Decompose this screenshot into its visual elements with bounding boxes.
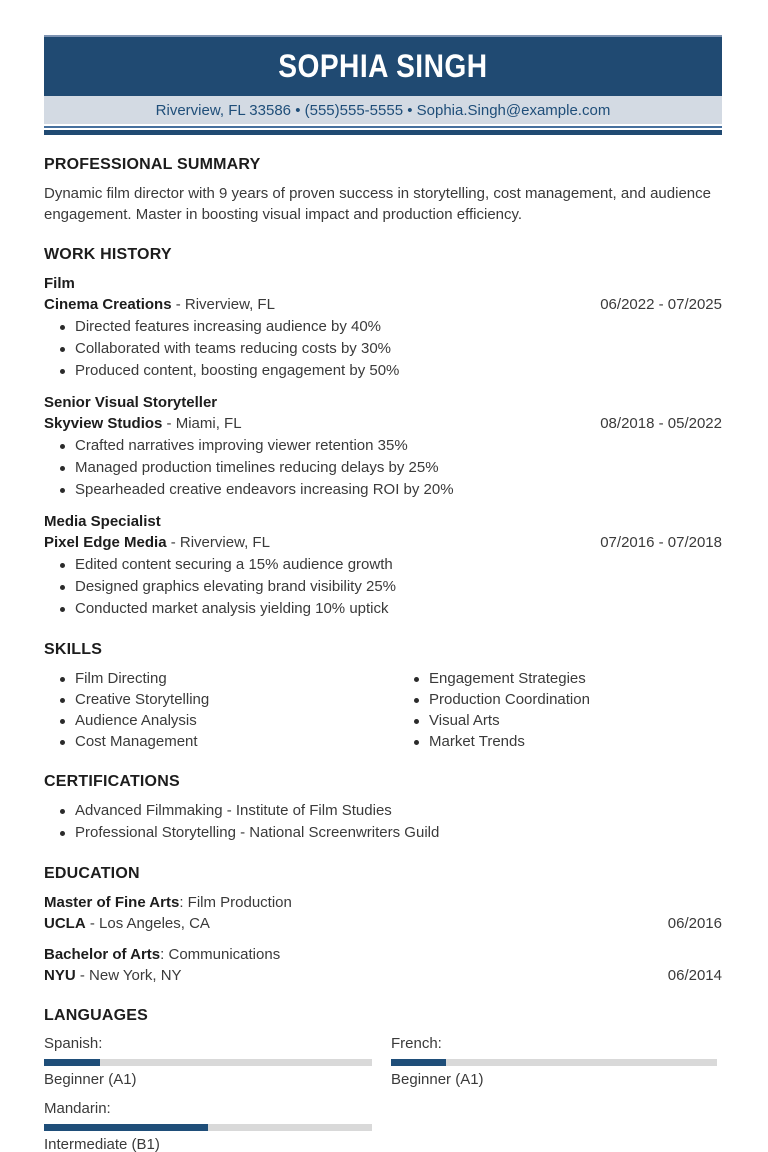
header-divider-thin [44,126,722,128]
education-date: 06/2016 [667,915,722,932]
job-company: Pixel Edge Media [44,534,167,551]
job-bullet: Conducted market analysis yielding 10% uptick [75,598,722,620]
colon-separator: : [179,894,188,911]
language-progress-track [391,1059,717,1066]
job-location: Miami, FL [175,415,242,432]
job-company-line [44,532,722,553]
languages-grid [44,1034,722,1152]
language-name: Spanish: [44,1035,103,1052]
job-company-line [44,413,722,434]
education-field: Communications [168,946,281,963]
education-school-line [44,965,722,986]
job-title: Media Specialist [44,513,161,530]
skills-list-right [398,668,590,752]
contact-separator: • [403,101,417,119]
certifications-list [44,800,722,844]
summary-text: Dynamic film director with 9 years of proven success in storytelling, cost management, and audience engagement. Master in boosting visual impact and production efficiency. [44,185,711,223]
certification-item: Advanced Filmmaking - Institute of Film Studies [75,800,722,822]
contact-separator: • [291,101,305,119]
language-progress-fill [44,1059,100,1066]
language-entry [44,1099,372,1152]
contact-bar [44,96,722,124]
certification-item: Professional Storytelling - National Screenwriters Guild [75,822,722,844]
job-location: Riverview, FL [179,534,270,551]
language-level: Beginner (A1) [44,1071,137,1088]
education-degree: Master of Fine Arts [44,894,180,911]
section-heading-skills: SKILLS [44,641,103,658]
education-location: Los Angeles, CA [99,915,210,932]
job-company: Skyview Studios [44,415,163,432]
language-level: Intermediate (B1) [44,1136,160,1152]
skill-item: Film Directing [75,668,398,689]
job-bullets [44,435,722,501]
dash-separator: - [171,296,185,313]
skill-item: Cost Management [75,731,398,752]
contact-phone: (555)555-5555 [304,101,404,119]
colon-separator: : [160,946,169,963]
section-heading-work-history: WORK HISTORY [44,246,172,263]
job-entry [44,392,722,501]
skill-item: Production Coordination [429,691,590,708]
job-bullet: Collaborated with teams reducing costs by 30% [75,338,722,360]
job-location: Riverview, FL [184,296,275,313]
job-company-line [44,294,722,315]
section-heading-certifications: CERTIFICATIONS [44,773,180,790]
education-location: New York, NY [89,967,182,984]
skill-item: Creative Storytelling [75,689,398,710]
skill-item: Engagement Strategies [429,668,590,689]
job-dates: 06/2022 - 07/2025 [600,296,722,313]
language-progress-track [44,1124,372,1131]
education-entry [44,944,722,986]
job-dates: 08/2018 - 05/2022 [600,415,722,432]
header-divider-thick [44,130,722,135]
language-progress-fill [391,1059,446,1066]
job-entry [44,511,722,620]
dash-separator: - [162,415,176,432]
dash-separator: - [75,967,90,984]
language-progress-fill [44,1124,208,1131]
education-date: 06/2014 [667,967,722,984]
skill-item: Visual Arts [429,710,590,731]
job-bullet: Edited content securing a 15% audience growth [75,554,722,576]
job-bullets [44,316,722,382]
job-title: Film [44,275,75,292]
job-bullet: Spearheaded creative endeavors increasing ROI by 20% [75,479,722,501]
name-banner [44,35,722,96]
candidate-name: SOPHIA SINGH [278,48,488,84]
language-name: French: [391,1035,442,1052]
education-degree: Bachelor of Arts [44,946,161,963]
education-school-line [44,913,722,934]
skills-list-left [44,668,398,752]
language-entry [44,1034,372,1090]
contact-location: Riverview, FL 33586 [155,101,292,119]
education-entry [44,892,722,934]
section-heading-education: EDUCATION [44,865,140,882]
education-degree-line [44,944,722,965]
section-heading-languages: LANGUAGES [44,1007,149,1024]
language-level: Beginner (A1) [391,1071,484,1088]
language-progress-track [44,1059,372,1066]
skills-columns [44,668,722,752]
job-bullet: Managed production timelines reducing delays by 25% [75,457,722,479]
language-name: Mandarin: [44,1100,111,1117]
education-school: NYU [44,967,76,984]
dash-separator: - [166,534,180,551]
job-bullet: Directed features increasing audience by 40% [75,316,722,338]
job-company: Cinema Creations [44,296,172,313]
section-heading-summary: PROFESSIONAL SUMMARY [44,156,261,173]
language-entry [391,1034,717,1090]
job-dates: 07/2016 - 07/2018 [600,534,722,551]
education-field: Film Production [187,894,292,911]
job-bullet: Designed graphics elevating brand visibility 25% [75,576,722,598]
job-bullet: Produced content, boosting engagement by 50% [75,360,722,382]
job-bullet: Crafted narratives improving viewer retention 35% [75,435,722,457]
skill-item: Market Trends [429,731,590,752]
education-school: UCLA [44,915,86,932]
job-bullets [44,554,722,620]
contact-email: Sophia.Singh@example.com [416,101,611,119]
job-title: Senior Visual Storyteller [44,394,218,411]
job-entry [44,273,722,382]
education-degree-line [44,892,722,913]
dash-separator: - [85,915,100,932]
skill-item: Audience Analysis [75,710,398,731]
